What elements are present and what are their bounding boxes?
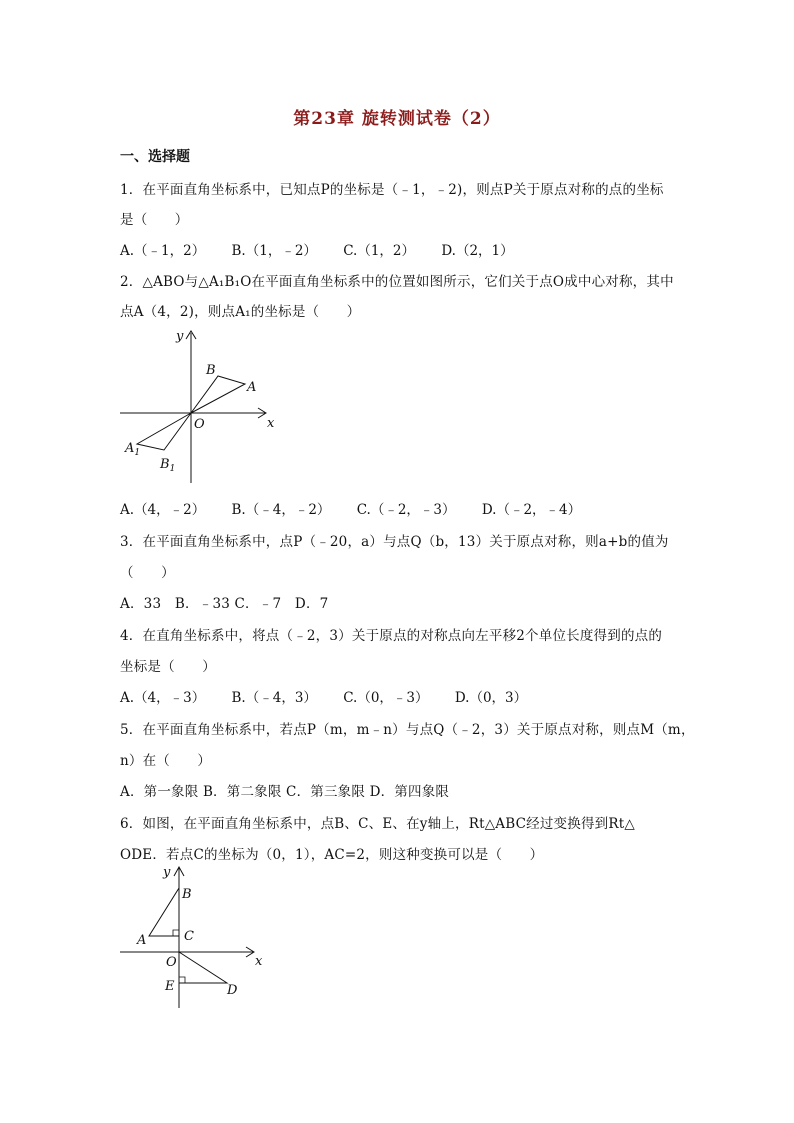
q4-option-b[interactable]: B.（﹣4，3）: [231, 690, 317, 706]
q3-line2: （ ）: [120, 565, 175, 581]
q2-label-x: x: [267, 416, 275, 431]
q5-options[interactable]: A．第一象限 B．第二象限 C．第三象限 D．第四象限: [120, 784, 450, 800]
q6-triangle-ode: [179, 952, 227, 983]
q2-option-c[interactable]: C.（﹣2，﹣3）: [356, 502, 456, 518]
q6-triangle-abc: [149, 888, 179, 936]
q4-option-d[interactable]: D.（0，3）: [454, 690, 528, 706]
q2-line1: 2．△ABO与△A₁B₁O在平面直角坐标系中的位置如图所示，它们关于点O成中心对称，其中: [120, 274, 674, 290]
q5-line1: 5．在平面直角坐标系中，若点P（m，m﹣n）与点Q（﹣2，3）关于原点对称，则点M（m，: [120, 722, 695, 738]
q4-options: [120, 686, 549, 706]
page-title: 第23章 旋转测试卷（2）: [293, 109, 501, 129]
q2-label-a: A: [247, 380, 257, 395]
q3-line1: 3．在平面直角坐标系中，点P（﹣20，a）与点Q（b，13）关于原点对称，则a+b的值为: [120, 534, 669, 550]
q2-option-b[interactable]: B.（﹣4，﹣2）: [231, 502, 331, 518]
q6-figure: [115, 862, 275, 1012]
q6-right-angle-e-icon: [179, 977, 185, 983]
section-heading: 一、选择题: [120, 149, 190, 165]
q5-line2: n）在（ ）: [120, 753, 212, 769]
q2-figure: [115, 325, 285, 487]
q6-label-e: E: [165, 979, 175, 994]
q2-label-a1: $A_1$: [125, 441, 141, 458]
q6-line1: 6．如图，在平面直角坐标系中，点B、C、E、在y轴上，Rt△ABC经过变换得到Rt△: [120, 816, 635, 832]
q2-triangle-abo: [191, 376, 245, 413]
q6-right-angle-c-icon: [173, 930, 179, 936]
q6-label-d: D: [227, 983, 238, 998]
q6-label-a: A: [137, 933, 147, 948]
q3-options[interactable]: A．33 B．﹣33 C．﹣7 D．7: [120, 596, 329, 612]
q1-option-b[interactable]: B.（1，﹣2）: [231, 243, 317, 259]
q2-line2: 点A（4，2)，则点A₁的坐标是（ ）: [120, 304, 361, 320]
q2-label-y: y: [176, 329, 184, 344]
q6-label-y: y: [163, 865, 171, 880]
q2-label-b: B: [206, 363, 216, 378]
q2-triangle-a1b1o: [137, 413, 191, 450]
q6-label-x: x: [255, 954, 263, 969]
q6-label-o: O: [166, 955, 177, 970]
q1-line2: 是（ ）: [120, 212, 189, 228]
q1-option-a[interactable]: A.（﹣1，2）: [120, 243, 206, 259]
q1-option-c[interactable]: C.（1，2）: [343, 243, 416, 259]
q1-options: [120, 239, 536, 259]
q2-options: [120, 498, 603, 518]
q6-line2: ODE．若点C的坐标为（0，1），AC=2，则这种变换可以是（ ）: [120, 847, 544, 863]
q2-option-a[interactable]: A.（4，﹣2）: [120, 502, 206, 518]
q1-option-d[interactable]: D.（2，1）: [441, 243, 514, 259]
q6-label-c: C: [184, 929, 194, 944]
q2-label-o: O: [194, 417, 205, 432]
q1-line1: 1．在平面直角坐标系中，已知点P的坐标是（﹣1，﹣2)，则点P关于原点对称的点的坐标: [120, 182, 664, 198]
q4-line2: 坐标是（ ）: [120, 659, 216, 675]
q2-option-d[interactable]: D.（﹣2，﹣4）: [481, 502, 582, 518]
q2-label-b1: $B_1$: [160, 457, 176, 474]
q4-option-c[interactable]: C.（0，﹣3）: [343, 690, 429, 706]
q4-option-a[interactable]: A.（4，﹣3）: [120, 690, 206, 706]
q4-line1: 4．在直角坐标系中，将点（﹣2，3）关于原点的对称点向左平移2个单位长度得到的点的: [120, 628, 663, 644]
q6-label-b: B: [182, 887, 192, 902]
